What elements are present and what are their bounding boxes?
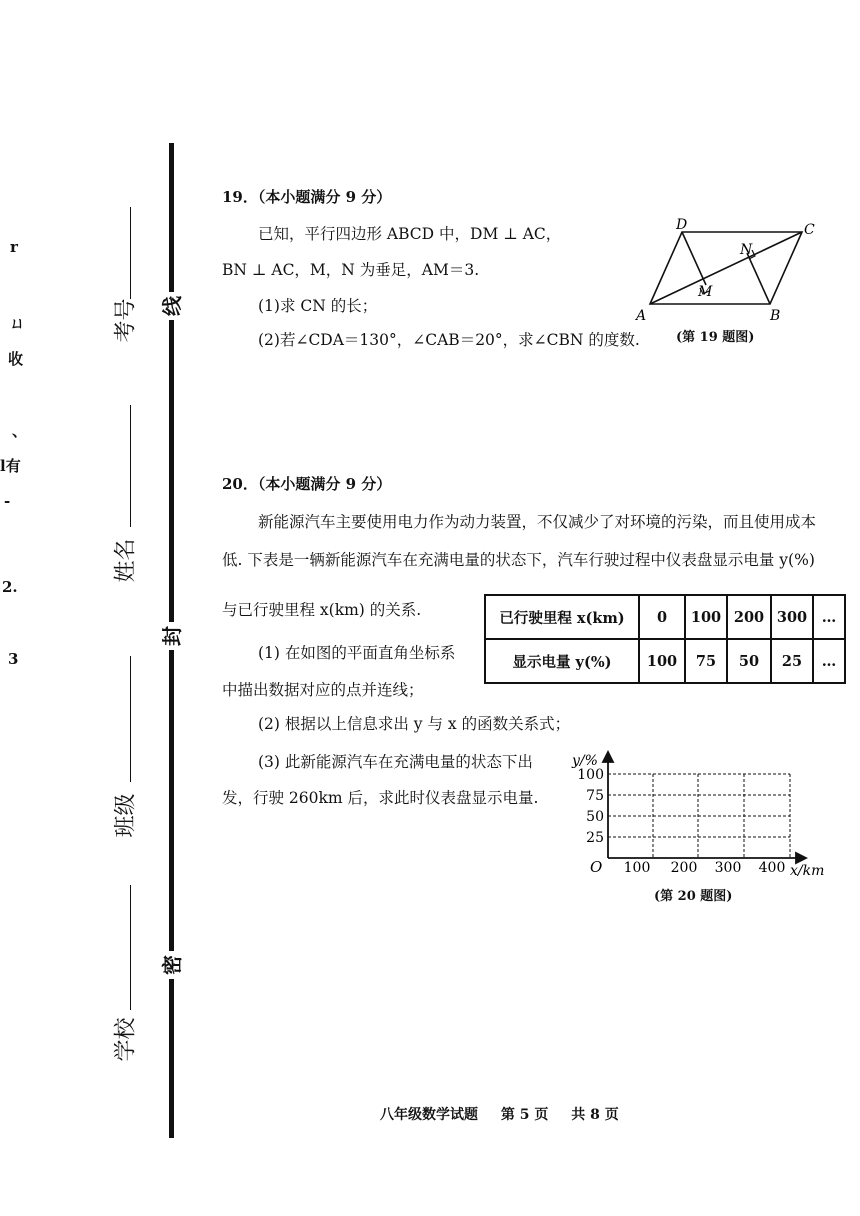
exam-no-label: 考号	[113, 298, 139, 343]
footer-page: 第 5 页	[500, 1107, 549, 1123]
edge-fragment: 、	[12, 422, 28, 440]
diagonal-ac	[650, 232, 802, 304]
table-header-mileage: 已行驶里程 x(km)	[485, 595, 639, 639]
footer-total: 共 8 页	[571, 1107, 619, 1123]
class-label: 班级	[113, 793, 139, 838]
table-cell: 100	[685, 595, 727, 639]
table-header-charge: 显示电量 y(%)	[485, 639, 639, 683]
table-cell: 75	[685, 639, 727, 683]
q20-data-table	[484, 594, 846, 684]
q19-caption: (第 19 题图)	[676, 330, 755, 345]
name-line	[130, 405, 131, 527]
y-tick: 100	[577, 767, 604, 783]
graph-grid	[608, 774, 790, 858]
x-tick: 200	[670, 860, 698, 876]
y-tick: 50	[586, 809, 604, 825]
q20-line3: 与已行驶里程 x(km) 的关系.	[222, 601, 422, 619]
table-cell: 200	[727, 595, 771, 639]
table-row-charge	[485, 639, 845, 683]
school-label: 学校	[113, 1017, 139, 1062]
x-tick: 300	[714, 860, 742, 876]
y-tick: 25	[586, 830, 604, 846]
edge-fragment: -	[4, 492, 11, 510]
origin-label: O	[590, 858, 603, 876]
q20-graph	[560, 748, 840, 880]
label-n: N	[740, 242, 753, 258]
footer-title: 八年级数学试题	[380, 1107, 478, 1123]
seal-char-seal: 封	[158, 622, 186, 650]
label-a: A	[636, 308, 647, 324]
edge-fragment: l有	[0, 457, 21, 475]
edge-fragment: 收	[8, 350, 24, 368]
y-axis-label: y/%	[572, 753, 598, 769]
school-line	[130, 885, 131, 1010]
page-footer	[380, 1104, 637, 1124]
q19-part1: (1)求 CN 的长；	[258, 297, 378, 315]
table-row-mileage	[485, 595, 845, 639]
q19-line2: BN ⊥ AC，M，N 为垂足，AM＝3.	[222, 261, 480, 279]
q20-part3-b: 发，行驶 260km 后，求此时仪表盘显示电量.	[222, 789, 539, 807]
label-m: M	[698, 284, 713, 300]
x-axis-arrow	[796, 853, 806, 863]
q20-part3-a: (3) 此新能源汽车在充满电量的状态下出	[258, 753, 533, 771]
table-cell: 50	[727, 639, 771, 683]
edge-fragment: 2.	[2, 578, 18, 596]
q20-caption: (第 20 题图)	[654, 889, 733, 904]
q19-part2: (2)若∠CDA＝130°，∠CAB＝20°，求∠CBN 的度数.	[258, 331, 640, 349]
table-cell: …	[813, 639, 845, 683]
q20-part2: (2) 根据以上信息求出 y 与 x 的函数关系式；	[258, 715, 571, 733]
q19-heading: 19．（本小题满分 9 分）	[222, 188, 392, 206]
label-d: D	[676, 217, 688, 233]
q20-line2: 低. 下表是一辆新能源汽车在充满电量的状态下，汽车行驶过程中仪表盘显示电量 y(%)	[222, 551, 815, 569]
table-cell: 100	[639, 639, 685, 683]
label-c: C	[804, 222, 815, 238]
edge-fragment: 3	[8, 650, 19, 668]
q19-figure	[630, 212, 830, 330]
x-axis-label: x/km	[790, 863, 825, 879]
segment-dm	[682, 232, 706, 285]
x-tick: 100	[623, 860, 651, 876]
y-tick: 75	[586, 788, 604, 804]
name-label: 姓名	[113, 538, 139, 583]
seal-char-secret: 密	[158, 951, 186, 979]
q20-line1: 新能源汽车主要使用电力作为动力装置，不仅减少了对环境的污染，而且使用成本	[258, 513, 817, 531]
q20-heading: 20．（本小题满分 9 分）	[222, 475, 392, 493]
q20-part1-a: (1) 在如图的平面直角坐标系	[258, 644, 456, 662]
table-cell: …	[813, 595, 845, 639]
x-tick: 400	[758, 860, 786, 876]
edge-fragment: ㄩ	[10, 314, 26, 332]
edge-fragment: r	[10, 238, 18, 256]
label-b: B	[770, 308, 781, 324]
table-cell: 25	[771, 639, 813, 683]
q19-line1: 已知，平行四边形 ABCD 中，DM ⊥ AC，	[258, 225, 562, 243]
exam-no-line	[130, 207, 131, 299]
y-axis-arrow	[603, 752, 613, 762]
q20-part1-b: 中描出数据对应的点并连线；	[222, 681, 424, 699]
seal-char-line: 线	[158, 292, 186, 320]
class-line	[130, 656, 131, 782]
table-cell: 300	[771, 595, 813, 639]
table-cell: 0	[639, 595, 685, 639]
segment-bn	[747, 253, 770, 304]
